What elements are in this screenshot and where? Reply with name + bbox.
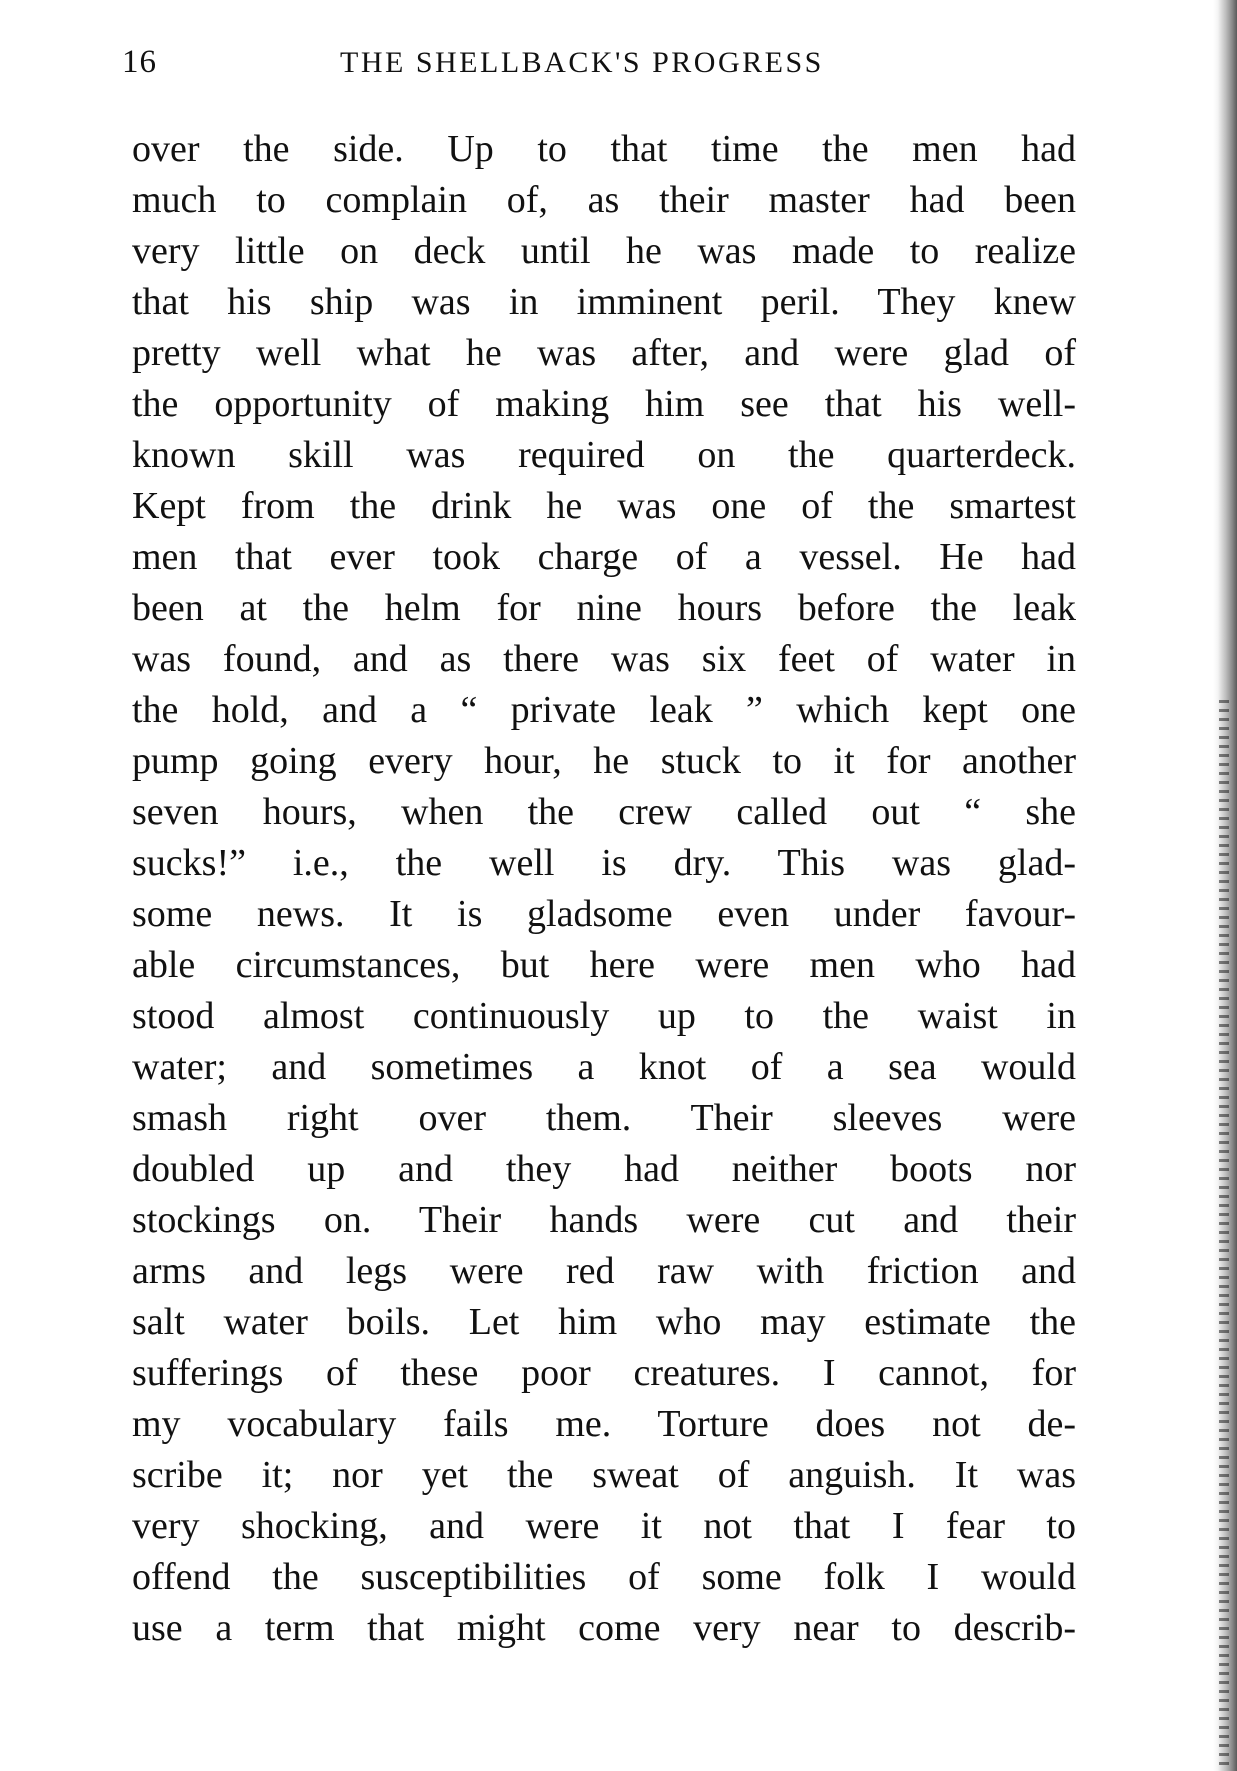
text-line: pump going every hour, he stuck to it for another — [132, 740, 1076, 782]
text-line: able circumstances, but here were men who had — [132, 944, 1076, 986]
text-line: been at the helm for nine hours before the leak — [132, 587, 1076, 629]
text-line: men that ever took charge of a vessel. He had — [132, 536, 1076, 578]
text-line: sufferings of these poor creatures. I cannot, for — [132, 1352, 1076, 1394]
text-line: pretty well what he was after, and were glad of — [132, 332, 1076, 374]
body-text — [132, 124, 1076, 1654]
text-line: stockings on. Their hands were cut and their — [132, 1199, 1076, 1241]
page-number: 16 — [122, 44, 157, 80]
text-line: Kept from the drink he was one of the smartest — [132, 485, 1076, 527]
text-line: very little on deck until he was made to realize — [132, 230, 1076, 272]
text-line: scribe it; nor yet the sweat of anguish. It was — [132, 1454, 1076, 1496]
text-line: very shocking, and were it not that I fear to — [132, 1505, 1076, 1547]
text-line: offend the susceptibilities of some folk I would — [132, 1556, 1076, 1598]
text-line: smash right over them. Their sleeves were — [132, 1097, 1076, 1139]
text-line: doubled up and they had neither boots nor — [132, 1148, 1076, 1190]
text-line: known skill was required on the quarterdeck. — [132, 434, 1076, 476]
text-line: much to complain of, as their master had been — [132, 179, 1076, 221]
text-line: sucks!” i.e., the well is dry. This was glad- — [132, 842, 1076, 884]
text-line: my vocabulary fails me. Torture does not de- — [132, 1403, 1076, 1445]
text-line: water; and sometimes a knot of a sea would — [132, 1046, 1076, 1088]
text-line: arms and legs were red raw with friction and — [132, 1250, 1076, 1292]
text-line: seven hours, when the crew called out “ she — [132, 791, 1076, 833]
text-line: some news. It is gladsome even under favour- — [132, 893, 1076, 935]
text-line: the hold, and a “ private leak ” which kept one — [132, 689, 1076, 731]
text-line: was found, and as there was six feet of water in — [132, 638, 1076, 680]
text-line: over the side. Up to that time the men had — [132, 128, 1076, 170]
text-line: use a term that might come very near to describ- — [132, 1607, 1076, 1649]
text-line: stood almost continuously up to the waist in — [132, 995, 1076, 1037]
text-line: salt water boils. Let him who may estimate the — [132, 1301, 1076, 1343]
page-header — [122, 44, 1082, 94]
binding-edge-marks — [1219, 700, 1229, 1771]
text-line: the opportunity of making him see that his well- — [132, 383, 1076, 425]
running-title: THE SHELLBACK'S PROGRESS — [340, 46, 824, 79]
text-line: that his ship was in imminent peril. They knew — [132, 281, 1076, 323]
